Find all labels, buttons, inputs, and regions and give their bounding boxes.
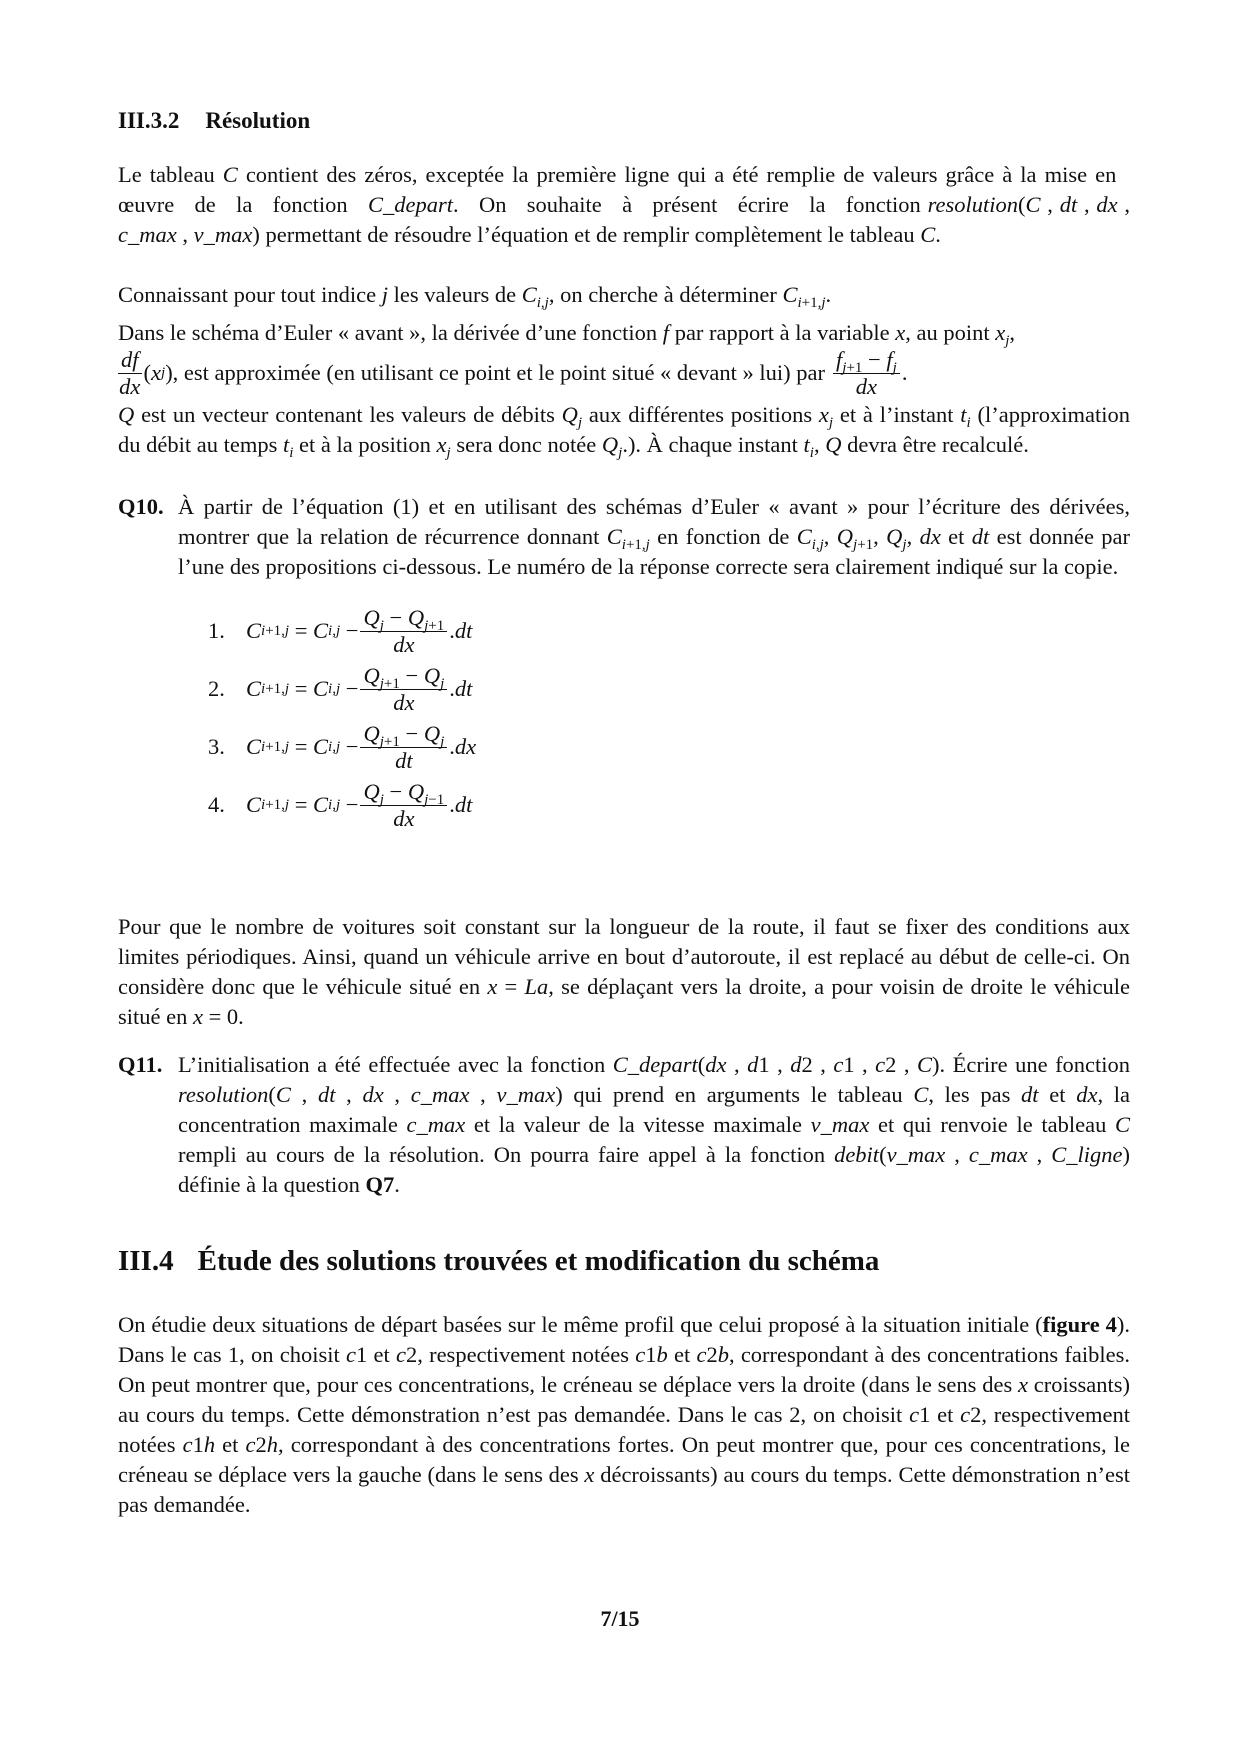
derivative-line: $\frac{df}{dx}$ ( x j ), est approximée (en utilisant ce point et le point situé « devant » lui) par $\frac{f_{j+1} - f_j}{dx}$ .: [119, 346, 908, 399]
answer-4: 4. C i+1,j = C i,j − $\frac{Q_j - Q_{j-1}}{dx}$ . dt: [208, 778, 473, 831]
question-11: [118, 1050, 1131, 1197]
answer-2: 2. C i+1,j = C i,j − $\frac{Q_{j+1} - Q_j}{dx}$ . dt: [208, 662, 473, 715]
question-10: [118, 492, 1130, 912]
answer-1: 1. C i+1,j = C i,j − $\frac{Q_j - Q_{j+1}}{dx}$ . dt: [208, 604, 473, 657]
paragraph-1: Le tableau C contient des zéros, exceptée la première ligne qui a été remplie de valeurs grâce à la mise en œuvre de la fonction C_depart. On souhaite à présent écrire la fonction resolution(C , dt , dx , c_max , v_max) permettant de résoudre l’équation et de remplir complètement le tableau C.: [118, 162, 1131, 247]
paragraph-6: On étudie deux situations de départ basées sur le même profil que celui proposé à la situation initiale (figure 4). Dans le cas 1, on choisit c1 et c2, respectivement notées c1b et c2b, correspondant à des concentrations faibles. On peut montrer que, pour ces concentrations, le créneau se déplace vers la droite (dans le sens des x croissants) au cours du temps. Cette démonstration n’est pas demandée. Dans le cas 2, on choisit c1 et c2, respectivement notées c1h et c2h, correspondant à des concentrations fortes. On peut montrer que, pour ces concentrations, le créneau se déplace vers la gauche (dans le sens des x décroissants) au cours du temps. Cette démonstration n’est pas demandée.: [118, 1312, 1131, 1517]
section-heading-34: III.4 Étude des solutions trouvées et modification du schéma: [118, 1245, 880, 1277]
section-heading-332: III.3.2 Résolution: [118, 108, 311, 133]
paragraph-3: Dans le schéma d’Euler « avant », la dérivée d’une fonction f par rapport à la variable x, au point $x_j$,: [118, 320, 1015, 349]
page-number: 7/15: [600, 1606, 640, 1631]
answer-3: 3. C i+1,j = C i,j − $\frac{Q_{j+1} - Q_j}{dt}$ . dx: [208, 720, 477, 773]
paragraph-2: Connaissant pour tout indice j les valeurs de $C_{i,j}$, on cherche à déterminer $C_{i+1,j}$.: [118, 282, 832, 311]
question-11-label: Q11.: [118, 1052, 163, 1077]
question-10-text: À partir de l’équation (1) et en utilisant des schémas d’Euler « avant » pour l’écriture des dérivées, montrer que la relation de récurrence donnant $C_{i+1,j}$ en fonction de $C_{i,j}$, $Q_{j+1}$, $Q_j$, dx et dt est donnée par l’une des propositions ci-dessous. Le numéro de la réponse correcte sera clairement indiqué sur la copie.: [178, 494, 1131, 579]
question-10-label: Q10.: [118, 494, 164, 519]
paragraph-4: Q est un vecteur contenant les valeurs de débits $Q_j$ aux différentes positions $x_j$ et à l’instant $t_i$ (l’approximation du débit au temps $t_i$ et à la position $x_j$ sera donc notée $Q_j$.). À chaque instant $t_i$, Q devra être recalculé.: [118, 402, 1130, 461]
question-11-text: L’initialisation a été effectuée avec la fonction C_depart(dx , d1 , d2 , c1 , c2 , C). Écrire une fonction resolution(C , dt , dx , c_max , v_max) qui prend en arguments le tableau C, les pas dt et dx, la concentration maximale c_max et la valeur de la vitesse maximale v_max et qui renvoie le tableau C rempli au cours de la résolution. On pourra faire appel à la fonction debit(v_max , c_max , C_ligne) définie à la question Q7.: [178, 1052, 1131, 1197]
paragraph-5: Pour que le nombre de voitures soit constant sur la longueur de la route, il faut se fixer des conditions aux limites périodiques. Ainsi, quand un véhicule arrive en bout d’autoroute, il est replacé au début de celle-ci. On considère donc que le véhicule situé en x = La, se déplaçant vers la droite, a pour voisin de droite le véhicule situé en x = 0.: [118, 914, 1130, 1029]
